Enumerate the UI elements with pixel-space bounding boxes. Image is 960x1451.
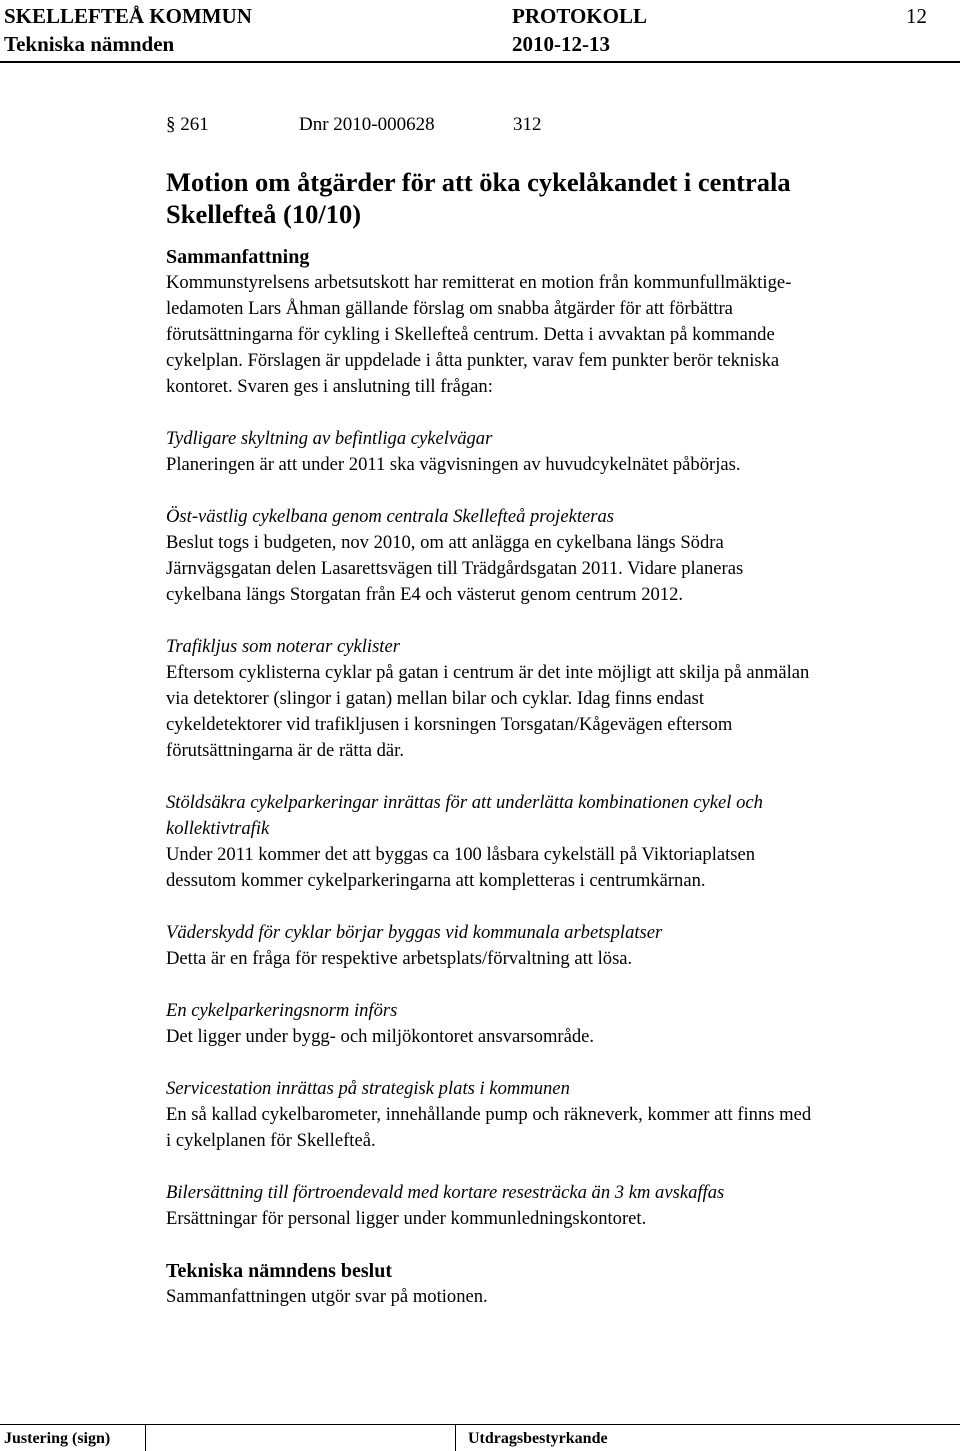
point-item: [166, 426, 956, 478]
point-heading: [166, 504, 956, 530]
document-title: [166, 166, 956, 230]
heading-line: Tydligare skyltning av befintliga cykelvägar: [166, 428, 493, 449]
point-heading: [166, 1180, 956, 1206]
point-heading: [166, 920, 956, 946]
point-item: [166, 634, 956, 764]
text-line: Beslut togs i budgeten, nov 2010, om att anlägga en cykelbana längs Södra: [166, 532, 724, 553]
document-body: [166, 112, 956, 1310]
point-heading: [166, 790, 956, 842]
point-heading: [166, 634, 956, 660]
text-line: dessutom kommer cykelparkeringarna att kompletteras i centrumkärnan.: [166, 870, 706, 891]
reference-code: 312: [513, 114, 542, 135]
text-line: i cykelplanen för Skellefteå.: [166, 1130, 376, 1151]
text-line: Järnvägsgatan delen Lasarettsvägen till Trädgårdsgatan 2011. Vidare planeras: [166, 558, 744, 579]
decision-text: Sammanfattningen utgör svar på motionen.: [166, 1286, 488, 1307]
header-organization: SKELLEFTEÅ KOMMUN: [4, 4, 252, 28]
text-line: Kommunstyrelsens arbetsutskott har remitterat en motion från kommunfullmäktige-: [166, 272, 792, 293]
heading-line: Väderskydd för cyklar börjar byggas vid kommunala arbetsplatser: [166, 922, 663, 943]
header-board: Tekniska nämnden: [4, 32, 175, 56]
points-list: [166, 426, 956, 1232]
point-text: [166, 1024, 956, 1050]
point-heading: [166, 1076, 956, 1102]
text-line: cykeldetektorer vid trafikljusen i korsningen Torsgatan/Kågevägen eftersom: [166, 714, 733, 735]
text-line: förutsättningarna är de rätta där.: [166, 740, 404, 761]
header-divider: [0, 61, 960, 63]
footer-justering: Justering (sign): [4, 1430, 111, 1447]
point-text: [166, 530, 956, 608]
text-line: Detta är en fråga för respektive arbetsplats/förvaltning att lösa.: [166, 948, 633, 969]
point-text: [166, 660, 956, 764]
text-line: Det ligger under bygg- och miljökontoret ansvarsområde.: [166, 1026, 595, 1047]
heading-line: En cykelparkeringsnorm införs: [166, 1000, 398, 1021]
text-line: Eftersom cyklisterna cyklar på gatan i centrum är det inte möjligt att skilja på anmälan: [166, 662, 810, 683]
heading-line: Öst-västlig cykelbana genom centrala Skellefteå projekteras: [166, 506, 615, 527]
point-item: [166, 1076, 956, 1154]
point-text: [166, 1102, 956, 1154]
point-item: [166, 1180, 956, 1232]
point-text: [166, 1206, 956, 1232]
reference-line: [166, 112, 956, 138]
point-text: [166, 842, 956, 894]
footer-utdragsbestyrkande: Utdragsbestyrkande: [468, 1430, 608, 1447]
heading-line: kollektivtrafik: [166, 818, 270, 839]
point-text: [166, 452, 956, 478]
header-document-type: PROTOKOLL: [512, 4, 647, 28]
summary-heading: Sammanfattning: [166, 246, 310, 268]
heading-line: Bilersättning till förtroendevald med kortare resesträcka än 3 km avskaffas: [166, 1182, 725, 1203]
heading-line: Stöldsäkra cykelparkeringar inrättas för att underlätta kombinationen cykel och: [166, 792, 763, 813]
paragraph-number: § 261: [166, 114, 209, 135]
point-item: [166, 920, 956, 972]
text-line: cykelplan. Förslagen är uppdelade i åtta punkter, varav fem punkter berör tekniska: [166, 350, 780, 371]
header-page-number: 12: [906, 4, 927, 28]
title-line: Motion om åtgärder för att öka cykelåkandet i centrala: [166, 167, 791, 197]
heading-line: Trafikljus som noterar cyklister: [166, 636, 400, 657]
text-line: cykelbana längs Storgatan från E4 och västerut genom centrum 2012.: [166, 584, 684, 605]
title-line: Skellefteå (10/10): [166, 199, 362, 229]
footer-divider: [0, 1424, 960, 1425]
point-item: [166, 998, 956, 1050]
point-item: [166, 504, 956, 608]
text-line: via detektorer (slingor i gatan) mellan bilar och cyklar. Idag finns endast: [166, 688, 705, 709]
text-line: kontoret. Svaren ges i anslutning till frågan:: [166, 376, 493, 397]
text-line: förutsättningarna för cykling i Skellefteå centrum. Detta i avvaktan på kommande: [166, 324, 775, 345]
point-heading: [166, 998, 956, 1024]
text-line: Planeringen är att under 2011 ska vägvisningen av huvudcykelnätet påbörjas.: [166, 454, 741, 475]
point-text: [166, 946, 956, 972]
text-line: En så kallad cykelbarometer, innehållande pump och räkneverk, kommer att finns med: [166, 1104, 812, 1125]
header-date: 2010-12-13: [512, 32, 610, 56]
heading-line: Servicestation inrättas på strategisk plats i kommunen: [166, 1078, 570, 1099]
summary-text: [166, 270, 956, 400]
signature-box-divider: [455, 1425, 456, 1451]
text-line: ledamoten Lars Åhman gällande förslag om snabba åtgärder för att förbättra: [166, 298, 733, 319]
text-line: Ersättningar för personal ligger under kommunledningskontoret.: [166, 1208, 647, 1229]
signature-box-divider: [145, 1425, 146, 1451]
diary-number: Dnr 2010-000628: [299, 114, 435, 135]
point-item: [166, 790, 956, 894]
decision-heading: Tekniska nämndens beslut: [166, 1260, 393, 1282]
text-line: Under 2011 kommer det att byggas ca 100 låsbara cykelställ på Viktoriaplatsen: [166, 844, 756, 865]
point-heading: [166, 426, 956, 452]
